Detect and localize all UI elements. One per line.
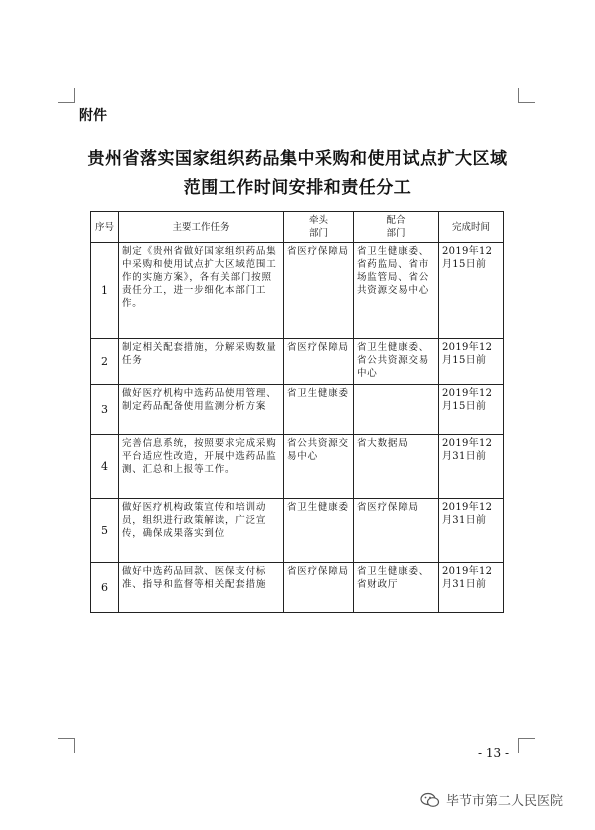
document-title-line-2: 范围工作时间安排和责任分工 [183,178,412,198]
row-coop: 省大数据局 [354,435,439,499]
row-task: 制定《贵州省做好国家组织药品集中采购和使用试点扩大区域范围工作的实施方案》，各有关部门按照责任分工，进一步细化本部门工作。 [119,243,284,339]
page-number: - 13 - [478,746,510,760]
row-seq: 4 [91,435,119,499]
row-coop: 省卫生健康委、省财政厅 [354,563,439,613]
attachment-label: 附件 [79,108,107,124]
header-lead-line1: 牵头 [308,215,328,226]
row-coop: 省卫生健康委、省药监局、省市场监管局、省公共资源交易中心 [354,243,439,339]
header-seq: 序号 [91,212,119,243]
row-lead: 省医疗保障局 [284,339,354,385]
crop-mark-top-right [518,88,535,103]
crop-mark-bottom-left [58,738,75,753]
table-row [91,339,504,385]
row-lead: 省公共资源交易中心 [284,435,354,499]
watermark-text: 毕节市第二人民医院 [446,794,564,809]
header-due: 完成时间 [439,212,504,243]
row-due: 2019年12月15日前 [439,385,504,435]
row-lead: 省医疗保障局 [284,563,354,613]
row-due: 2019年12月31日前 [439,499,504,563]
row-due: 2019年12月15日前 [439,339,504,385]
row-coop: 省卫生健康委、省公共资源交易中心 [354,339,439,385]
watermark [420,790,563,809]
row-seq: 5 [91,499,119,563]
header-coop-line2: 部门 [386,228,406,239]
table-row [91,435,504,499]
table-row [91,243,504,339]
wechat-icon [420,792,440,808]
header-lead [284,212,354,243]
row-task: 做好中选药品回款、医保支付标准、指导和监督等相关配套措施 [119,563,284,613]
row-due: 2019年12月31日前 [439,563,504,613]
table-row [91,385,504,435]
header-coop [354,212,439,243]
row-task: 做好医疗机构政策宣传和培训动员，组织进行政策解读，广泛宣传，确保成果落实到位 [119,499,284,563]
row-lead: 省卫生健康委 [284,385,354,435]
row-coop [354,385,439,435]
row-task: 做好医疗机构中选药品使用管理、制定药品配备使用监测分析方案 [119,385,284,435]
crop-mark-top-left [58,88,75,103]
crop-mark-bottom-right [518,738,535,753]
header-coop-line1: 配合 [386,215,406,226]
document-title-line-1: 贵州省落实国家组织药品集中采购和使用试点扩大区域 [87,149,508,169]
row-lead: 省卫生健康委 [284,499,354,563]
table-row [91,563,504,613]
row-lead: 省医疗保障局 [284,243,354,339]
row-seq: 3 [91,385,119,435]
table-header-row [91,212,504,243]
row-task: 制定相关配套措施，分解采购数量任务 [119,339,284,385]
row-coop: 省医疗保障局 [354,499,439,563]
row-due: 2019年12月15日前 [439,243,504,339]
header-lead-line2: 部门 [308,228,328,239]
table-row [91,499,504,563]
row-due: 2019年12月31日前 [439,435,504,499]
task-table [90,211,504,613]
row-task: 完善信息系统，按照要求完成采购平台适应性改造，开展中选药品监测、汇总和上报等工作。 [119,435,284,499]
row-seq: 2 [91,339,119,385]
row-seq: 6 [91,563,119,613]
row-seq: 1 [91,243,119,339]
header-task: 主要工作任务 [119,212,284,243]
